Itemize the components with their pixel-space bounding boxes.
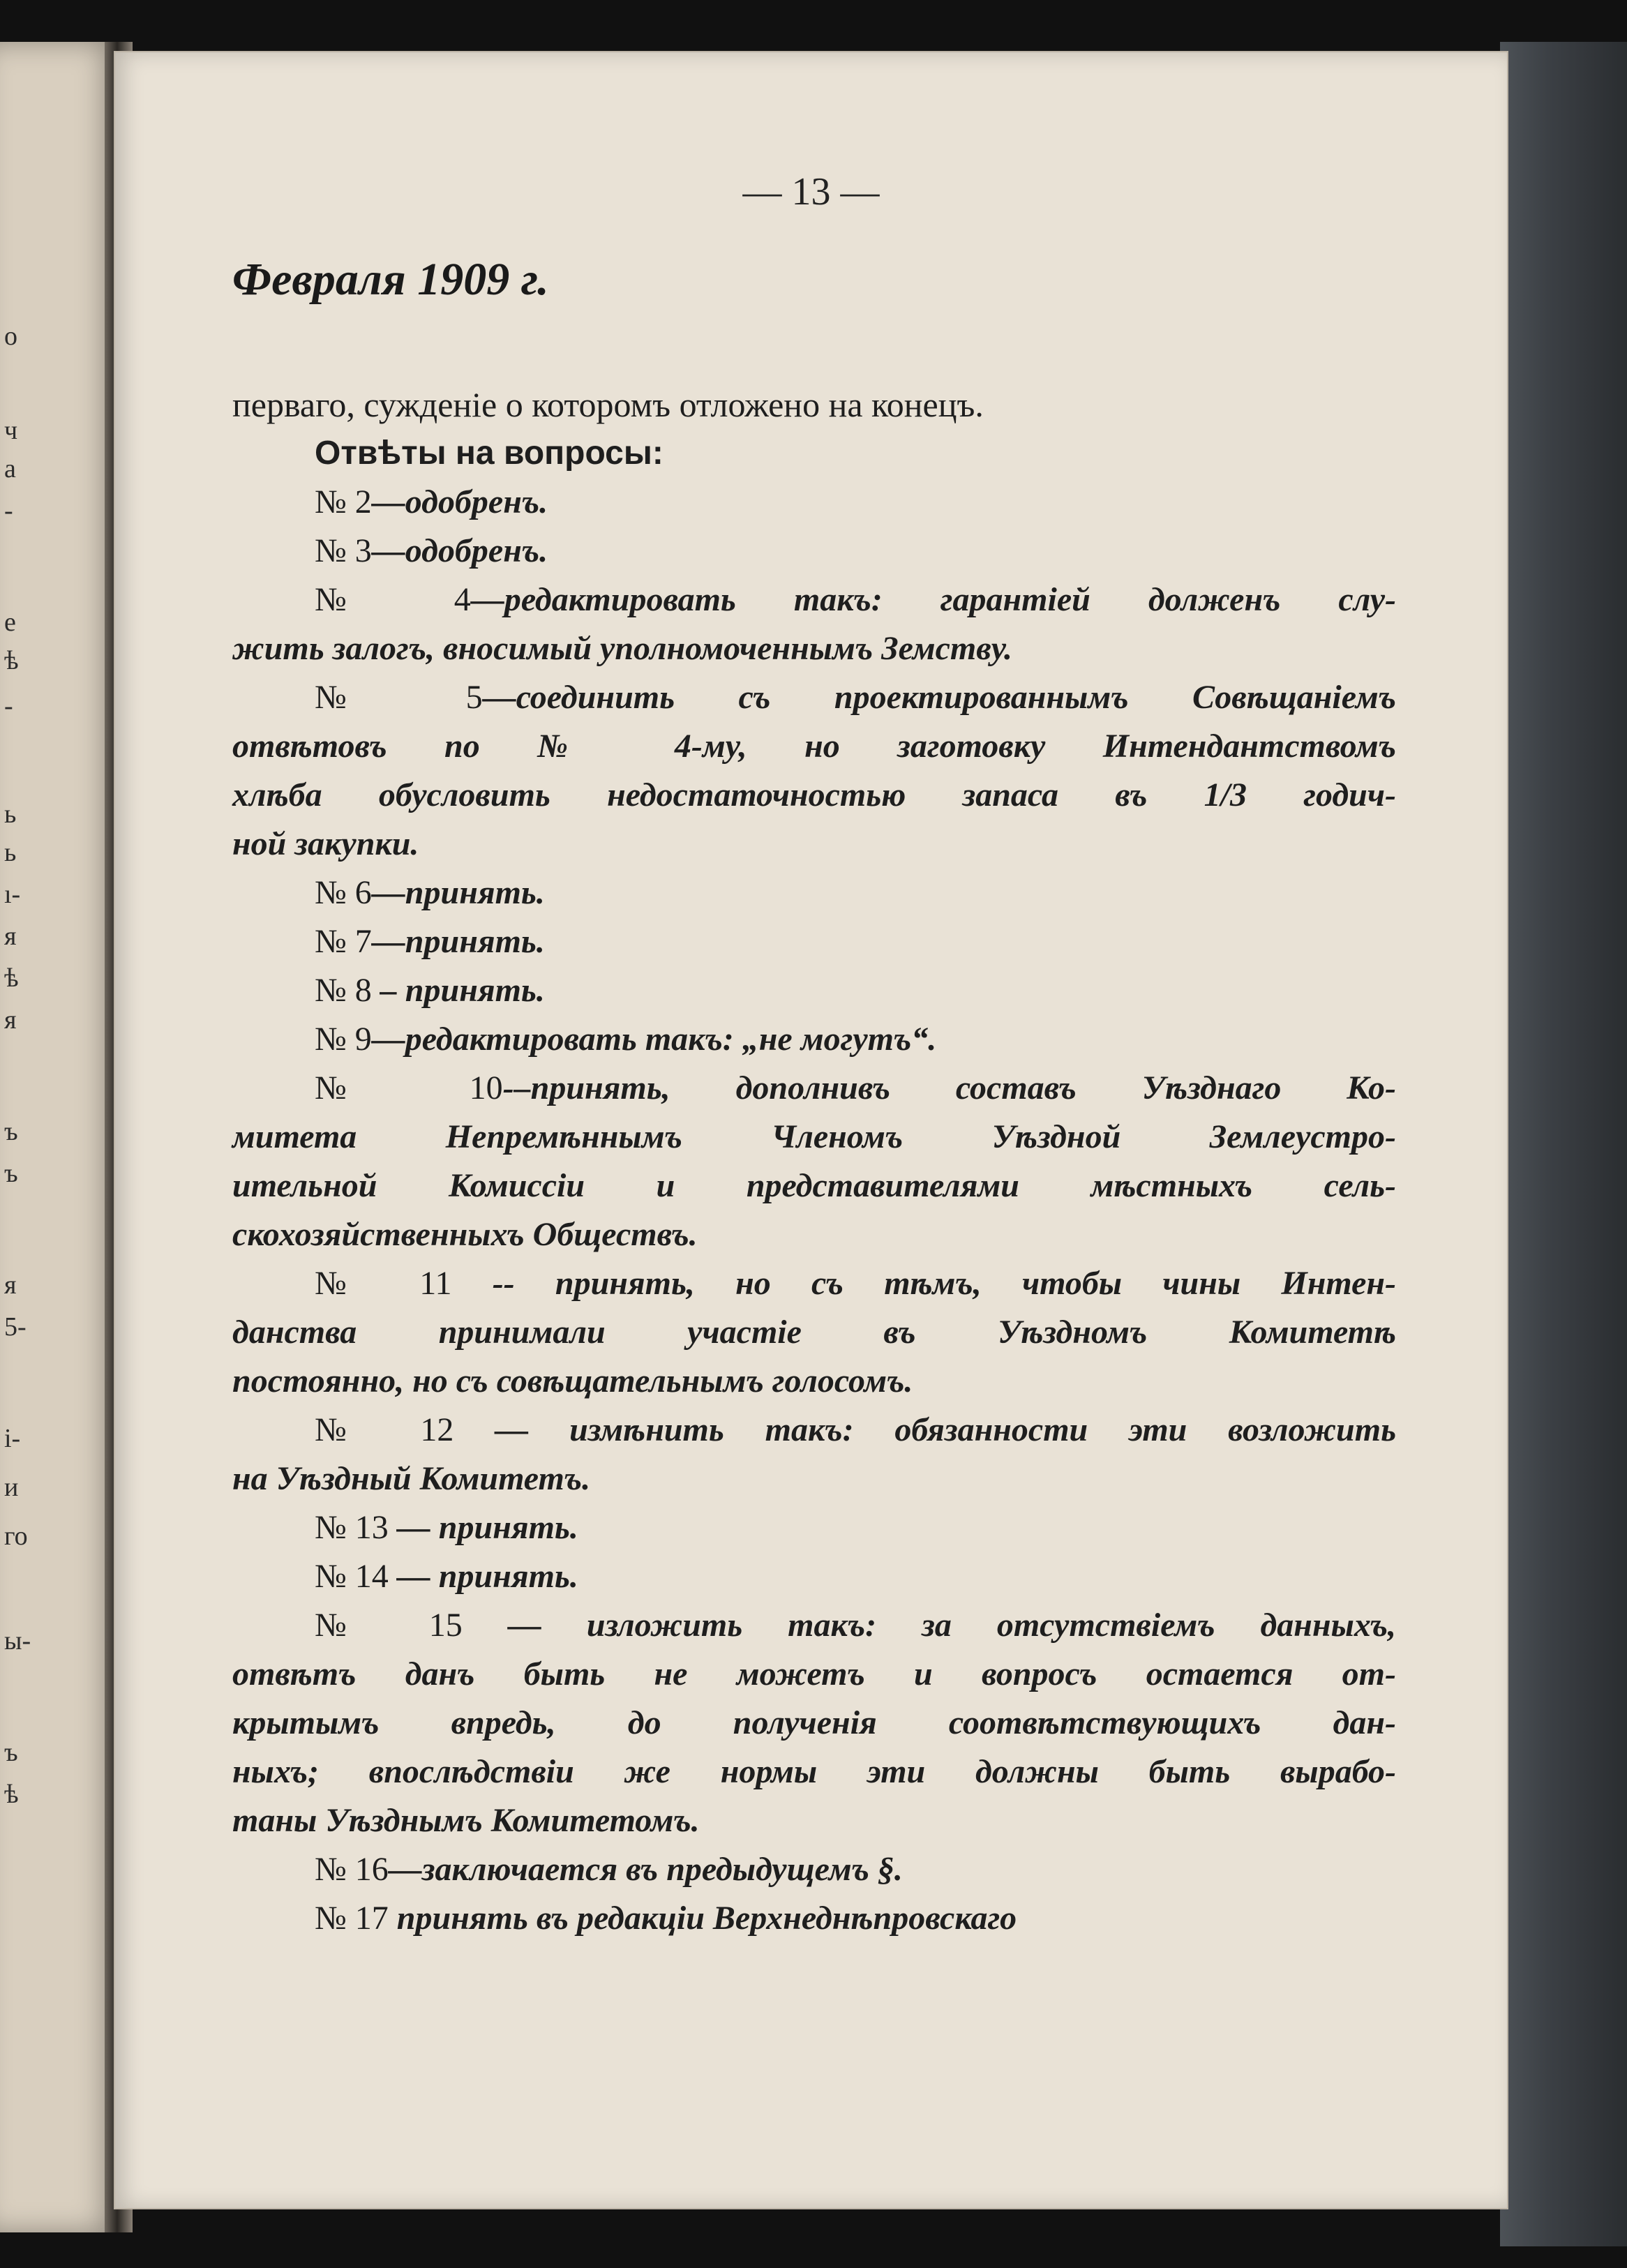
answer-text: —принять. xyxy=(371,923,545,960)
book-page xyxy=(115,52,1507,2208)
answer-text: ныхъ; впослѣдствiи же нормы эти должны быть вырабо- xyxy=(232,1753,1396,1790)
left-margin-fragment: о xyxy=(4,322,17,351)
answer-text: —принять. xyxy=(371,874,545,911)
left-margin-fragment: го xyxy=(4,1522,28,1551)
left-margin-fragment: ъ xyxy=(4,1117,18,1146)
answer-number: № 6 xyxy=(315,874,372,911)
answer-text: постоянно, но съ совѣщательнымъ голосомъ. xyxy=(232,1362,913,1399)
answer-item xyxy=(232,478,1396,527)
answer-text: принять въ редакцiи Верхнеднѣпровскаго xyxy=(388,1900,1017,1937)
left-margin-fragment: ь xyxy=(4,838,17,867)
answer-number: № 15 xyxy=(315,1607,463,1644)
page-number: — 13 — xyxy=(742,170,880,213)
answer-line xyxy=(232,1601,1396,1650)
left-margin-fragment: ч xyxy=(4,416,18,445)
answer-line xyxy=(232,1406,1396,1455)
answer-text: отвѣтъ данъ быть не можетъ и вопросъ остается от- xyxy=(232,1655,1396,1692)
answer-item xyxy=(232,1845,1396,1894)
answer-text: крытымъ впредь, до полученiя соотвѣтствующихъ дан- xyxy=(232,1704,1396,1741)
answer-number: № 14 xyxy=(315,1558,389,1595)
answer-number: № 11 xyxy=(315,1265,452,1302)
left-margin-fragment: ы- xyxy=(4,1626,31,1655)
answer-text: — принять. xyxy=(388,1509,578,1546)
answer-item xyxy=(232,673,1396,869)
answer-line xyxy=(232,1015,1396,1064)
answer-item xyxy=(232,917,1396,966)
answer-line xyxy=(232,673,1396,722)
answer-item xyxy=(232,869,1396,917)
answer-number: № 8 xyxy=(315,972,372,1009)
answer-text: ной закупки. xyxy=(232,825,419,862)
answer-line xyxy=(232,1503,1396,1552)
answer-number: № 17 xyxy=(315,1900,389,1937)
answer-number: № 12 xyxy=(315,1411,454,1448)
answer-line xyxy=(232,771,1396,820)
answer-text: —заключается въ предыдущемъ §. xyxy=(388,1851,903,1888)
answer-line xyxy=(232,722,1396,771)
answer-line xyxy=(232,1894,1396,1943)
answer-text: — принять. xyxy=(388,1558,578,1595)
left-margin-fragment: ѣ xyxy=(4,646,19,675)
answer-line xyxy=(232,1162,1396,1210)
answer-line xyxy=(232,624,1396,673)
answer-number: № 4 xyxy=(315,581,471,618)
answer-number: № 2 xyxy=(315,483,372,520)
answer-text: скохозяйственныхъ Обществъ. xyxy=(232,1216,698,1253)
left-margin-fragment: а xyxy=(4,454,16,483)
answer-line xyxy=(232,1210,1396,1259)
left-margin-fragment: - xyxy=(4,496,13,525)
intro-line: перваго, сужденіе о которомъ отложено на конецъ. xyxy=(232,385,984,424)
answer-text: отвѣтовъ по № 4-му, но заготовку Интендантствомъ xyxy=(232,728,1396,765)
answer-line xyxy=(232,1113,1396,1162)
answer-text: —редактировать такъ: „не могутъ“. xyxy=(371,1021,937,1058)
answer-line xyxy=(232,1796,1396,1845)
left-margin-fragment: ъ xyxy=(4,1159,18,1188)
answer-item xyxy=(232,966,1396,1015)
answer-line xyxy=(232,1259,1396,1308)
answer-text: — измѣнить такъ: обязанности эти возложить xyxy=(453,1411,1396,1448)
left-margin-fragment: ь xyxy=(4,799,17,829)
answer-text: —соединить съ проектированнымъ Совѣщанiемъ xyxy=(482,679,1396,716)
answer-line xyxy=(232,1308,1396,1357)
answer-text: жить залогъ, вносимый уполномоченнымъ Земству. xyxy=(232,630,1012,667)
answer-line xyxy=(232,869,1396,917)
left-margin-fragment: я xyxy=(4,1270,17,1300)
left-margin-fragment: я xyxy=(4,922,17,951)
answer-text: хлѣба обусловить недостаточностью запаса въ 1/3 годич- xyxy=(232,776,1396,813)
book-cover-edge xyxy=(1500,42,1627,2246)
answer-line xyxy=(232,478,1396,527)
answer-number: № 3 xyxy=(315,532,372,569)
answer-line xyxy=(232,1748,1396,1796)
answer-number: № 9 xyxy=(315,1021,372,1058)
answer-line xyxy=(232,1845,1396,1894)
answer-line xyxy=(232,1699,1396,1748)
answer-text: данства принимали участiе въ Уѣздномъ Комитетѣ xyxy=(232,1314,1396,1351)
answer-line xyxy=(232,917,1396,966)
answer-line xyxy=(232,1357,1396,1406)
answer-line xyxy=(232,576,1396,624)
left-margin-fragment: - xyxy=(4,691,13,721)
answer-text: ительной Комиссiи и представителями мѣстныхъ сель- xyxy=(232,1167,1396,1204)
answer-item xyxy=(232,527,1396,576)
answer-line xyxy=(232,1650,1396,1699)
answer-item xyxy=(232,1406,1396,1503)
answer-line xyxy=(232,820,1396,869)
answer-number: № 10 xyxy=(315,1069,503,1106)
answer-item xyxy=(232,1259,1396,1406)
answer-line xyxy=(232,1552,1396,1601)
left-margin-fragment: ъ xyxy=(4,1738,18,1767)
answer-text: митета Непремѣннымъ Членомъ Уѣздной Землеустро- xyxy=(232,1118,1396,1155)
answer-item xyxy=(232,1503,1396,1552)
answer-number: № 5 xyxy=(315,679,483,716)
left-margin-fragment: я xyxy=(4,1005,17,1035)
answer-text: — изложить такъ: за отсутствiемъ данныхъ, xyxy=(462,1607,1396,1644)
answer-text: —редактировать такъ: гарантiей долженъ слу- xyxy=(470,581,1397,618)
left-margin-fragment: ѣ xyxy=(4,963,19,993)
answer-line xyxy=(232,1455,1396,1503)
answer-text: —одобренъ. xyxy=(371,483,548,520)
answer-number: № 7 xyxy=(315,923,372,960)
left-margin-fragment: 5- xyxy=(4,1312,27,1342)
answer-item xyxy=(232,1601,1396,1845)
answer-text: на Уѣздный Комитетъ. xyxy=(232,1460,591,1497)
answers-heading: Отвѣты на вопросы: xyxy=(315,435,663,472)
answers-list xyxy=(232,478,1396,1943)
left-margin-fragment: ѣ xyxy=(4,1780,19,1809)
answer-item xyxy=(232,1064,1396,1259)
left-facing-page xyxy=(0,42,122,2232)
body-text xyxy=(232,380,1396,1943)
running-header: Февраля 1909 г. xyxy=(232,254,549,305)
answer-item xyxy=(232,1894,1396,1943)
answer-line xyxy=(232,1064,1396,1113)
answer-text: -- принять, но съ тѣмъ, чтобы чины Интен- xyxy=(451,1265,1397,1302)
answer-item xyxy=(232,1552,1396,1601)
answer-text: —одобренъ. xyxy=(371,532,548,569)
left-margin-fragment: i- xyxy=(4,1424,21,1453)
answer-number: № 16 xyxy=(315,1851,389,1888)
answer-item xyxy=(232,576,1396,673)
answer-item xyxy=(232,1015,1396,1064)
answer-line xyxy=(232,527,1396,576)
answer-number: № 13 xyxy=(315,1509,389,1546)
left-margin-fragment: и xyxy=(4,1473,19,1502)
answer-line xyxy=(232,966,1396,1015)
answer-text: – принять. xyxy=(371,972,545,1009)
left-margin-fragment: ı- xyxy=(4,880,21,909)
answer-text: таны Уѣзднымъ Комитетомъ. xyxy=(232,1802,700,1839)
answer-text: -–принять, дополнивъ составъ Уѣзднаго Ко- xyxy=(502,1069,1396,1106)
left-margin-fragment: е xyxy=(4,608,16,637)
